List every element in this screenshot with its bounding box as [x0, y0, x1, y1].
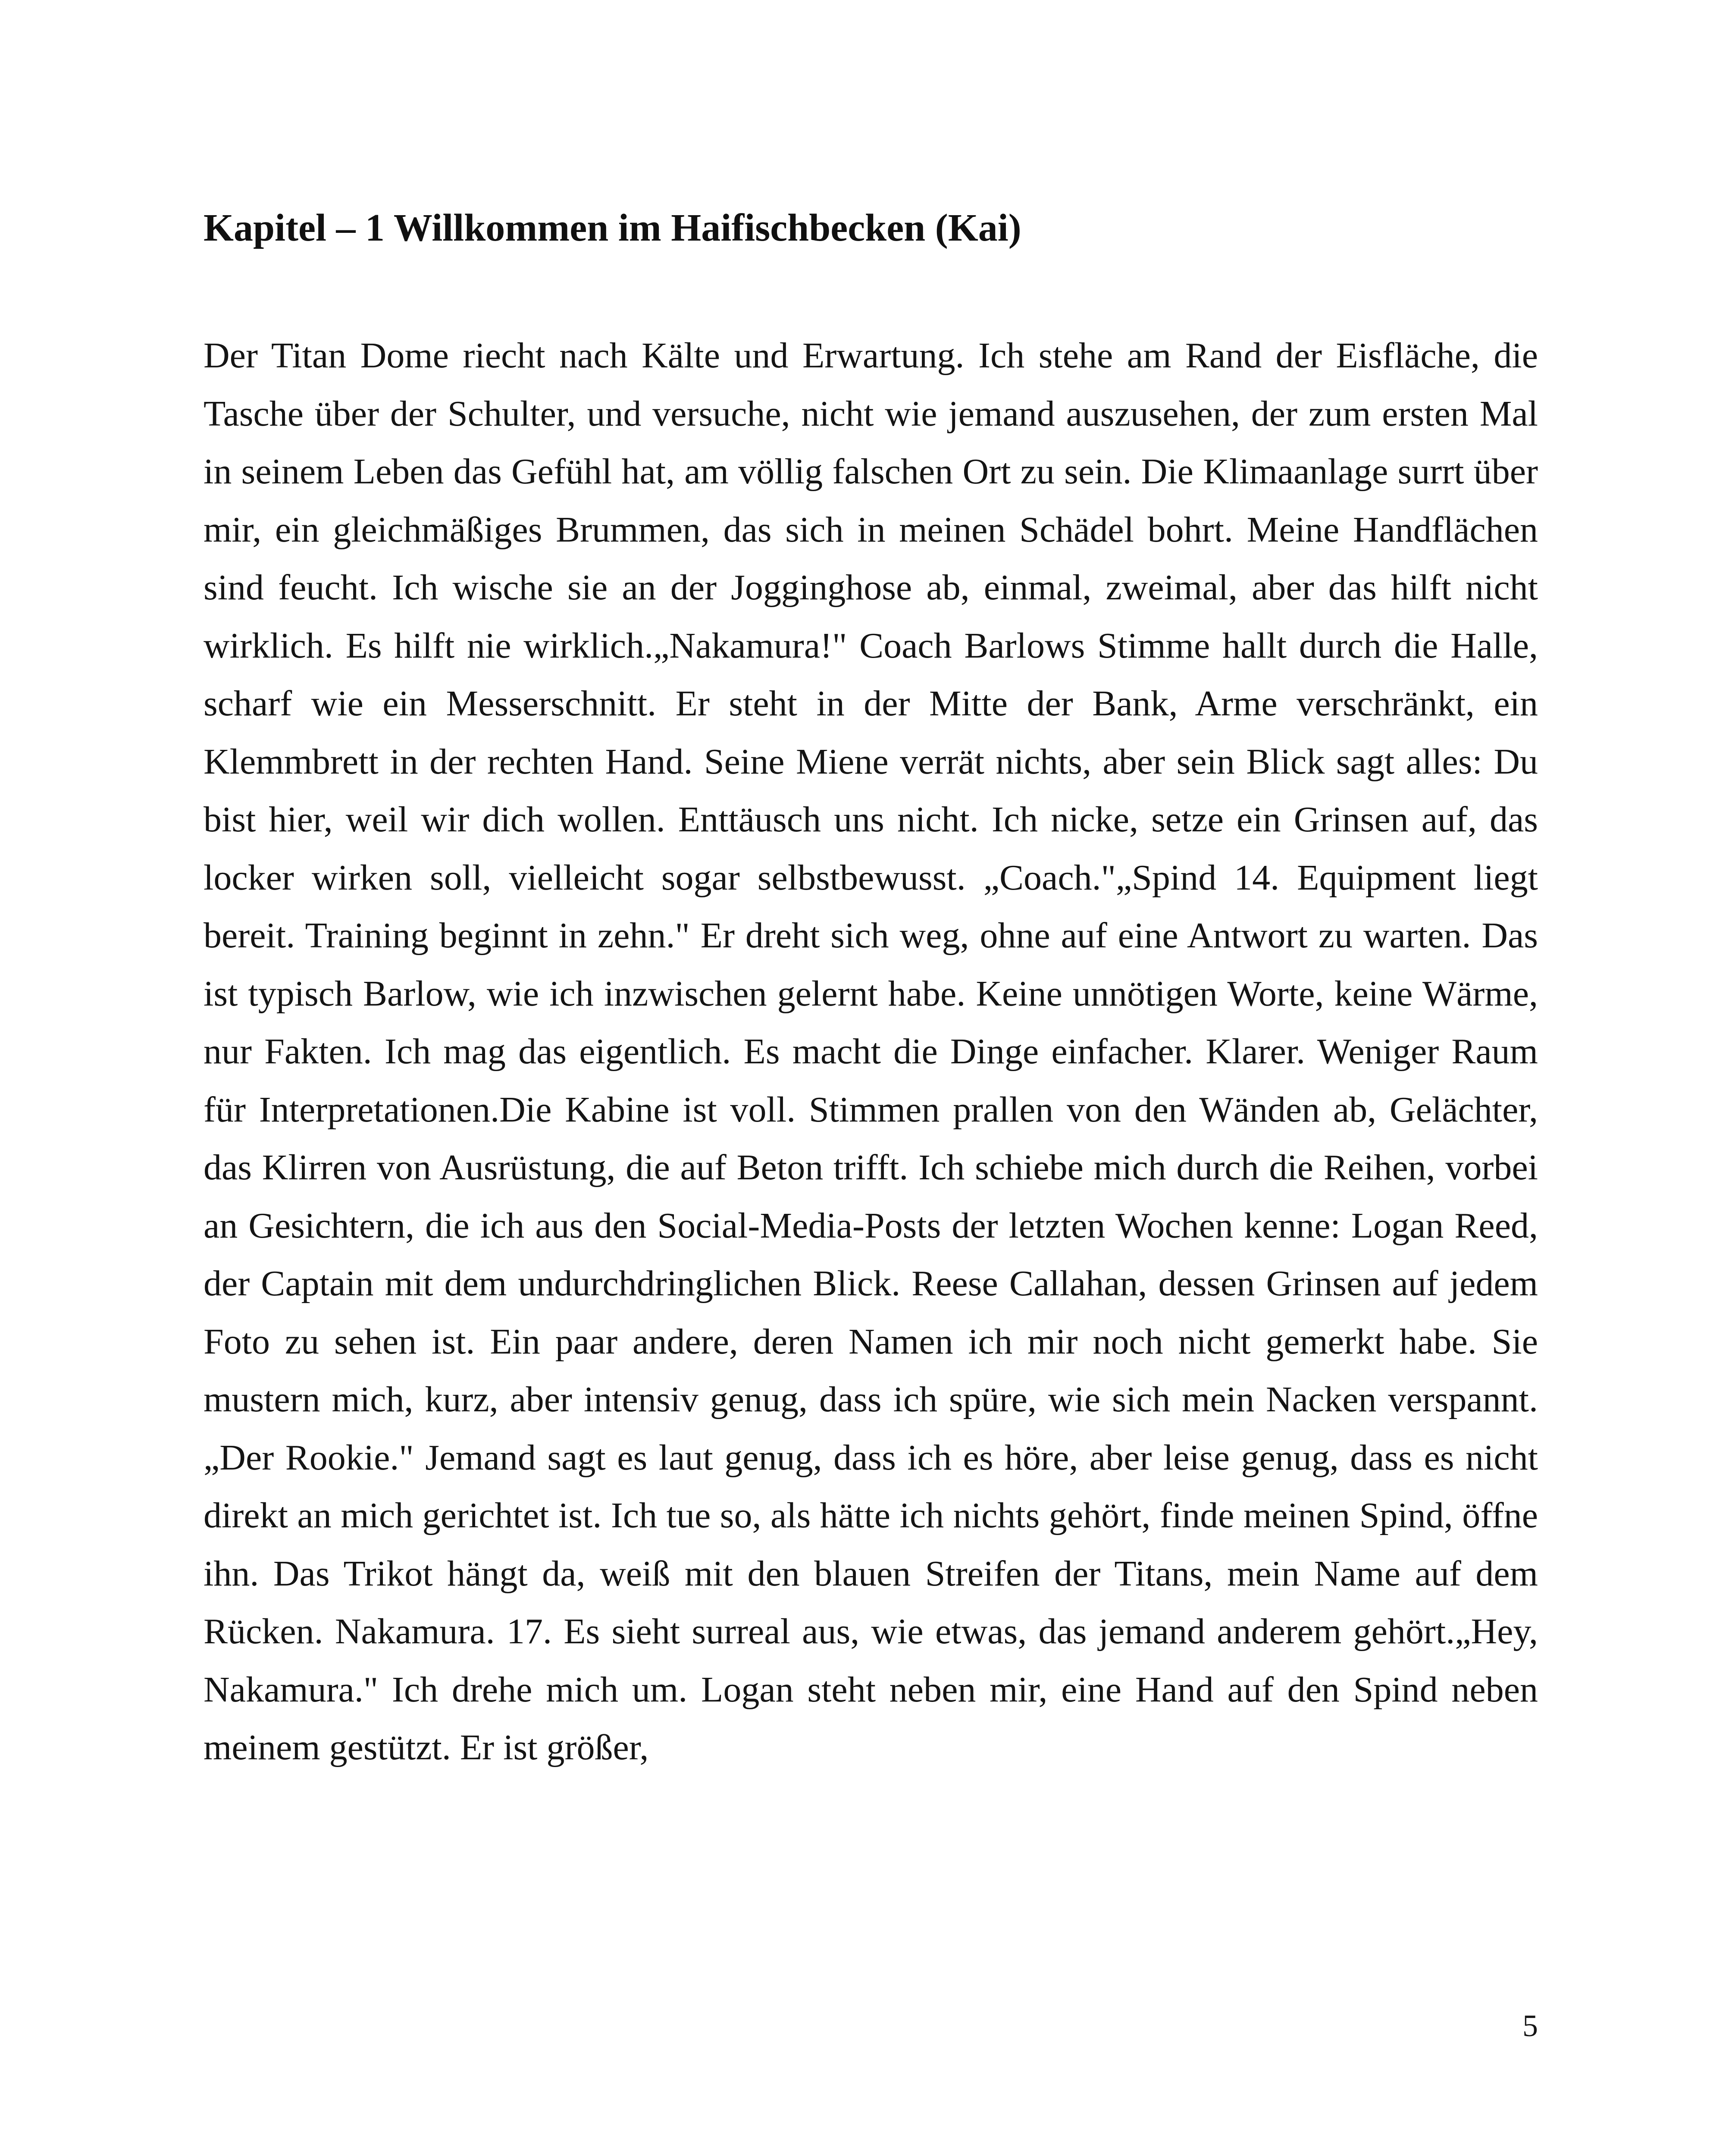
body-paragraph: Der Titan Dome riecht nach Kälte und Erwartung. Ich stehe am Rand der Eisfläche, die Tasche über der Schulter, und versuche, nicht wie jemand auszusehen, der zum ersten Mal in seinem Leben das Gefühl hat, am völlig falschen Ort zu sein. Die Klimaanlage surrt über mir, ein gleichmäßiges Brummen, das sich in meinen Schädel bohrt. Meine Handflächen sind feucht. Ich wische sie an der Jogginghose ab, einmal, zweimal, aber das hilft nicht wirklich. Es hilft nie wirklich.„Nakamura!" Coach Barlows Stimme hallt durch die Halle, scharf wie ein Messerschnitt. Er steht in der Mitte der Bank, Arme verschränkt, ein Klemmbrett in der rechten Hand. Seine Miene verrät nichts, aber sein Blick sagt alles: Du bist hier, weil wir dich wollen. Enttäusch uns nicht. Ich nicke, setze ein Grinsen auf, das locker wirken soll, vielleicht sogar selbstbewusst. „Coach."„Spind 14. Equipment liegt bereit. Training beginnt in zehn." Er dreht sich weg, ohne auf eine Antwort zu warten. Das ist typisch Barlow, wie ich inzwischen gelernt habe. Keine unnötigen Worte, keine Wärme, nur Fakten. Ich mag das eigentlich. Es macht die Dinge einfacher. Klarer. Weniger Raum für Interpretationen.Die Kabine ist voll. Stimmen prallen von den Wänden ab, Gelächter, das Klirren von Ausrüstung, die auf Beton trifft. Ich schiebe mich durch die Reihen, vorbei an Gesichtern, die ich aus den Social-Media-Posts der letzten Wochen kenne: Logan Reed, der Captain mit dem undurchdringlichen Blick. Reese Callahan, dessen Grinsen auf jedem Foto zu sehen ist. Ein paar andere, deren Namen ich mir noch nicht gemerkt habe. Sie mustern mich, kurz, aber intensiv genug, dass ich spüre, wie sich mein Nacken verspannt.„Der Rookie." Jemand sagt es laut genug, dass ich es höre, aber leise genug, dass es nicht direkt an mich gerichtet ist. Ich tue so, als hätte ich nichts gehört, finde meinen Spind, öffne ihn. Das Trikot hängt da, weiß mit den blauen Streifen der Titans, mein Name auf dem Rücken. Nakamura. 17. Es sieht surreal aus, wie etwas, das jemand anderem gehört.„Hey, Nakamura." Ich drehe mich um. Logan steht neben mir, eine Hand auf den Spind neben meinem gestützt. Er ist größer, [204, 335, 1538, 1767]
chapter-title: Kapitel – 1 Willkommen im Haifischbecken (Kai) [204, 207, 1021, 249]
page-number: 5 [1522, 2009, 1538, 2043]
